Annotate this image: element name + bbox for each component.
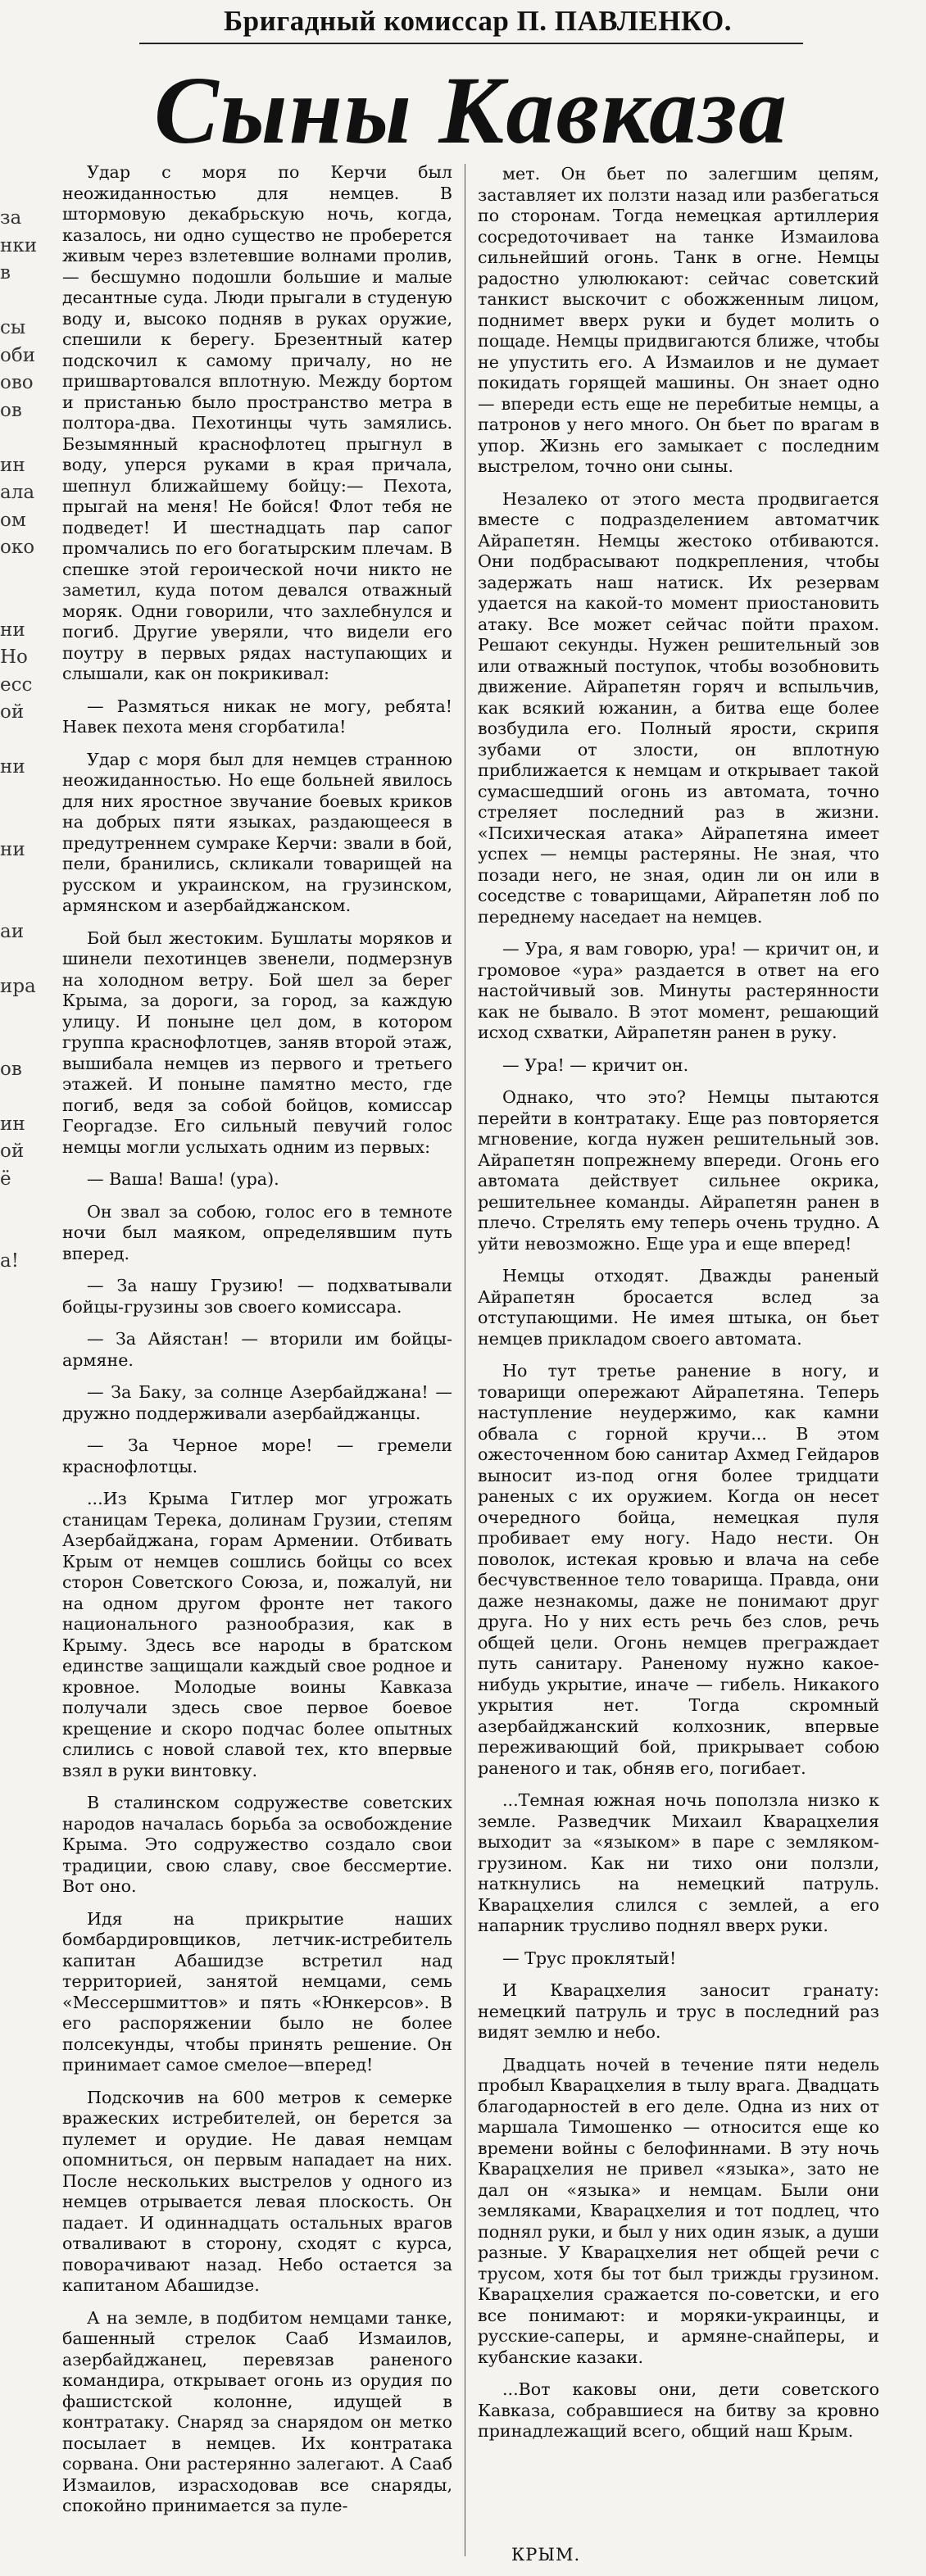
- article-paragraph: — Ура! — кричит он.: [502, 1054, 689, 1075]
- edge-fragment: [0, 1193, 33, 1221]
- edge-fragment: ира: [0, 976, 36, 997]
- edge-fragment: [0, 424, 33, 452]
- edge-fragment: [0, 589, 33, 617]
- edge-fragment: а!: [0, 1250, 19, 1272]
- article-paragraph: Но тут третье ранение в ногу, и товарищи опережают Айрапетяна. Теперь наступление неудержимо, как камни обвала с горной кручи... В этом ожесточенном бою санитар Ахмед Гейдаров выносит из-под огня более тридцати раненых с их оружием. Когда он несет очередного бойца, немецкая пуля пробивает ему ногу. Надо нести. Он поволок, истекая кровью и влача на себе бесчувственное тело товарища. Правда, они даже незнакомы, даже не понимают друг друга. Но у них есть речь без слов, речь общей цели. Огонь немцев преграждает путь санитару. Раненому нужно какое-нибудь укрытие, иначе — гибель. Никакого укрытия нет. Тогда скромный азербайджанский колхозник, впервые переживающий бой, прикрывает собою раненого и так, обняв его, погибает.: [478, 1361, 879, 1778]
- edge-fragment: [0, 1221, 33, 1249]
- article-paragraph: — Ваша! Ваша! (ура).: [87, 1169, 279, 1189]
- article-paragraph: — Трус проклятый!: [502, 1948, 677, 1968]
- article-paragraph: мет. Он бьет по залегшим цепям, заставляет их ползти назад или разбегаться по сторонам. Тогда немецкая артиллерия сосредоточивает на танке Измаилова сильнейший огонь. Танк в огне. Немцы радостно улюлюкают: сейчас советский танкист выскочит с обожженным лицом, поднимет вверх руки и будет молить о пощаде. Немцы придвигаются ближе, чтобы не упустить его. А Измаилов и не думает покидать горящей машины. Он знает одно — впереди есть еще не перебитые немцы, а патронов у него много. Он бьет по врагам в упор. Жизнь его замыкает с последним выстрелом, точно они сыны.: [478, 164, 879, 476]
- edge-fragment: [0, 1028, 33, 1056]
- article-paragraph: — Ура, я вам говорю, ура! — кричит он, и громовое «ура» раздается в ответ на его настойчивый зов. Минуты растерянности как не бывало. В этот момент, решающий исход схватки, Айрапетян ранен в руку.: [478, 939, 879, 1042]
- article-paragraph: — За Черное море! — гремели краснофлотцы.: [62, 1435, 452, 1476]
- cropped-left-column-fragments: [0, 205, 38, 1276]
- article-column-right: [478, 164, 879, 2454]
- edge-fragment: ов: [0, 399, 22, 421]
- edge-fragment: есс: [0, 673, 33, 696]
- edge-fragment: ни: [0, 619, 25, 641]
- edge-fragment: [0, 562, 33, 590]
- edge-fragment: [0, 782, 33, 810]
- edge-fragment: ин: [0, 1113, 25, 1135]
- edge-fragment: ин: [0, 454, 25, 476]
- edge-fragment: сы: [0, 317, 26, 338]
- edge-fragment: ой: [0, 1141, 25, 1162]
- edge-fragment: [0, 891, 33, 919]
- article-paragraph: — За Баку, за солнце Азербайджана! — дружно поддерживали азербайджанцы.: [62, 1382, 452, 1423]
- edge-fragment: оби: [0, 344, 36, 366]
- article-paragraph: — За нашу Грузию! — подхватывали бойцы-грузины зов своего комиссара.: [62, 1276, 452, 1317]
- article-paragraph: ...Из Крыма Гитлер мог угрожать станицам Терека, долинам Грузии, степям Азербайджана, горам Армении. Отбивать Крым от немцев сошлись бойцы со всех сторон Советского Союза, и, пожалуй, ни на одном другом фронте нет такого национального разнообразия, как в Крыму. Здесь все народы в братском единстве защищали каждый свое родное и кровное. Молодые воины Кавказа получали здесь свое первое боевое крещение и скоро подчас более опытных слились с новой славой тех, кто впервые взял в руки винтовку.: [62, 1489, 452, 1780]
- edge-fragment: нки: [0, 234, 38, 256]
- edge-fragment: Но: [0, 646, 28, 668]
- edge-fragment: ала: [0, 482, 35, 503]
- article-paragraph: ...Вот каковы они, дети советского Кавказа, собравшиеся на битву за кровно принадлежащий всего, общий наш Крым.: [478, 2379, 879, 2441]
- edge-fragment: ом: [0, 509, 26, 531]
- article-paragraph: Подскочив на 600 метров к семерке вражеских истребителей, он берется за пулемет и орудие. Не давая немцам опомниться, он первым нападает на них. После нескольких выстрелов у одного из немцев отрывается левая плоскость. Он падает. И одиннадцать остальных врагов отваливают в сторону, сходят с курса, поворачивают назад. Небо остается за капитаном Абашидзе.: [62, 2087, 452, 2295]
- edge-fragment: ни: [0, 756, 25, 778]
- edge-fragment: [0, 727, 33, 755]
- article-paragraph: Идя на прикрытие наших бомбардировщиков, летчик-истребитель капитан Абашидзе встретил над территорией, занятой немцами, семь «Мессершмиттов» и пять «Юнкерсов». В его распоряжении было не более полсекунды, чтобы принять решение. Он принимает самое смелое—вперед!: [62, 1908, 452, 2075]
- headline: Сыны Кавказа: [153, 57, 789, 164]
- article-paragraph: А на земле, в подбитом немцами танке, башенный стрелок Сааб Измаилов, азербайджанец, перевязав раненого командира, открывает огонь из орудия по фашистской колонне, идущей в контратаку. Снаряд за снарядом он метко посылает в немцев. Их контратака сорвана. Они растерянно залегают. А Сааб Измаилов, израсходовав все снаряды, спокойно принимается за пуле-: [62, 2307, 452, 2515]
- byline: Бригадный комиссар П. ПАВЛЕНКО.: [224, 5, 732, 37]
- edge-fragment: ово: [0, 372, 34, 393]
- article-paragraph: Удар с моря по Керчи был неожиданностью для немцев. В штормовую декабрьскую ночь, когда, казалось, ни одно существо не проберется живым через взлетевшие волнами пролив,— бесшумно подошли большие и малые десантные суда. Люди прыгали в студеную воду и, высоко подняв в руках оружие, спешили к берегу. Брезентный катер подскочил к самому причалу, но не пришвартовался вплотную. Между бортом и пристанью было пространство метра в полтора-два. Пехотинцы чуть замялись. Безымянный краснофлотец прыгнул в воду, уперся руками в края причала, шепнул ближайшему бойцу:— Пехота, прыгай на меня! Не бойся! Флот тебя не подведет! И шестнадцать пар сапог промчались по его богатырским плечам. В спешке этой героической ночи никто не заметил, куда потом девался отважный моряк. Одни говорили, что захлебнулся и погиб. Другие уверяли, что видели его поутру в первых рядах наступающих и слышали, как он покрикивал:: [62, 162, 452, 683]
- article-paragraph: Немцы отходят. Дважды раненый Айрапетян бросается вслед за отступающими. Не имея штыка, он бьет немцев прикладом своего автомата.: [478, 1266, 879, 1349]
- edge-fragment: ё: [0, 1168, 11, 1190]
- article-paragraph: ...Темная южная ночь поползла низко к земле. Разведчик Михаил Кварацхелия выходит за «языком» в паре с земляком-грузином. Как ни тихо они ползли, наткнулись на немецкий патруль. Кварацхелия слился с землей, а его напарник трусливо поднял вверх руки.: [478, 1790, 879, 1935]
- article-paragraph: — За Айястан! — вторили им бойцы-армяне.: [62, 1329, 452, 1370]
- edge-fragment: [0, 864, 33, 891]
- edge-fragment: за: [0, 207, 22, 229]
- edge-fragment: [0, 809, 33, 837]
- edge-fragment: [0, 1083, 33, 1111]
- byline-rule: [139, 43, 803, 44]
- edge-fragment: в: [0, 262, 11, 283]
- article-paragraph: Бой был жестоким. Бушлаты моряков и шинели пехотинцев звенели, подмерзнув на холодном ветру. Бой шел за берег Крыма, за дороги, за город, за каждую улицу. И поныне цел дом, в котором группа краснофлотцев, заняв второй этаж, вышибала немцев из первого и третьего этажей. И поныне памятно место, где погиб, ведя за собой бойцов, комиссар Георгадзе. Его сильный певучий голос немцы могли услыхать одним из первых:: [62, 927, 452, 1157]
- edge-fragment: аи: [0, 921, 25, 942]
- edge-fragment: [0, 946, 33, 974]
- edge-fragment: [0, 1001, 33, 1029]
- article-column-left: [62, 162, 452, 2528]
- dateline-signature: КРЫМ.: [511, 2545, 581, 2565]
- edge-fragment: ов: [0, 1058, 22, 1080]
- edge-fragment: [0, 288, 33, 315]
- article-paragraph: Удар с моря был для немцев странною неожиданностью. Но еще больней явилось для них яростное звучание боевых криков на добрых пяти языках, раздающееся в предутреннем сумраке Керчи: звали в бой, пели, бранились, скликали товарищей на русском и украинском, на грузинском, армянском и азербайджанском.: [62, 749, 452, 915]
- article-paragraph: — Размяться никак не могу, ребята! Навек пехота меня сгорбатила!: [62, 696, 452, 737]
- edge-fragment: ни: [0, 838, 25, 860]
- edge-fragment: око: [0, 537, 35, 558]
- article-paragraph: Двадцать ночей в течение пяти недель пробыл Кварацхелия в тылу врага. Двадцать благодарностей в его деле. Одна из них от маршала Тимошенко — относится еще ко времени войны с белофиннами. В эту ночь Кварацхелия не привел «языка», зато не дал он «языка» и немцам. Были они земляками, Кварацхелия и тот подлец, что поднял руки, и был у них один язык, а души разные. У Кварацхелия нет общей речи с трусом, хотя бы тот был трижды грузином. Кварацхелия сражается по-советски, и его все понимают: и моряки-украинцы, и русские-саперы, и армяне-снайперы, и кубанские казаки.: [478, 2054, 879, 2367]
- article-paragraph: И Кварацхелия заносит гранату: немецкий патруль и трус в последний раз видят землю и небо.: [478, 1980, 879, 2042]
- article-paragraph: Однако, что это? Немцы пытаются перейти в контратаку. Еще раз повторяется мгновение, когда нужен решительный зов. Айрапетян попрежнему впереди. Огонь его автомата действует сильнее окрика, решительнее команды. Айрапетян ранен в плечо. Стрелять ему теперь очень трудно. А уйти невозможно. Еще ура и еще вперед!: [478, 1087, 879, 1254]
- article-paragraph: Незалеко от этого места продвигается вместе с подразделением автоматчик Айрапетян. Немцы жестоко отбиваются. Они подбрасывают подкрепления, чтобы задержать наш натиск. Их резервам удается на какой-то момент приостановить атаку. Все может сейчас пойти прахом. Решают секунды. Нужен решительный зов или отважный поступок, чтобы возобновить движение. Айрапетян горяч и вспыльчив, как всякий южанин, а битва еще более возбудила его. Полный ярости, скрипя зубами от злости, он вплотную приближается к немцам и открывает такой сумасшедший огонь из автомата, точно стреляет последний раз в жизни. «Психическая атака» Айрапетяна имеет успех — немцы растеряны. Не зная, что позади него, не зная, один ли он или в соседстве с товарищами, Айрапетян лоб по переднему наседает на немцев.: [478, 488, 879, 927]
- edge-fragment: ой: [0, 701, 25, 723]
- article-paragraph: Он звал за собою, голос его в темноте ночи был маяком, определявшим путь вперед.: [62, 1201, 452, 1263]
- article-paragraph: В сталинском содружестве советских народов началась борьба за освобождение Крыма. Это содружество создало свои традиции, свою славу, свое бессмертие. Вот оно.: [62, 1793, 452, 1896]
